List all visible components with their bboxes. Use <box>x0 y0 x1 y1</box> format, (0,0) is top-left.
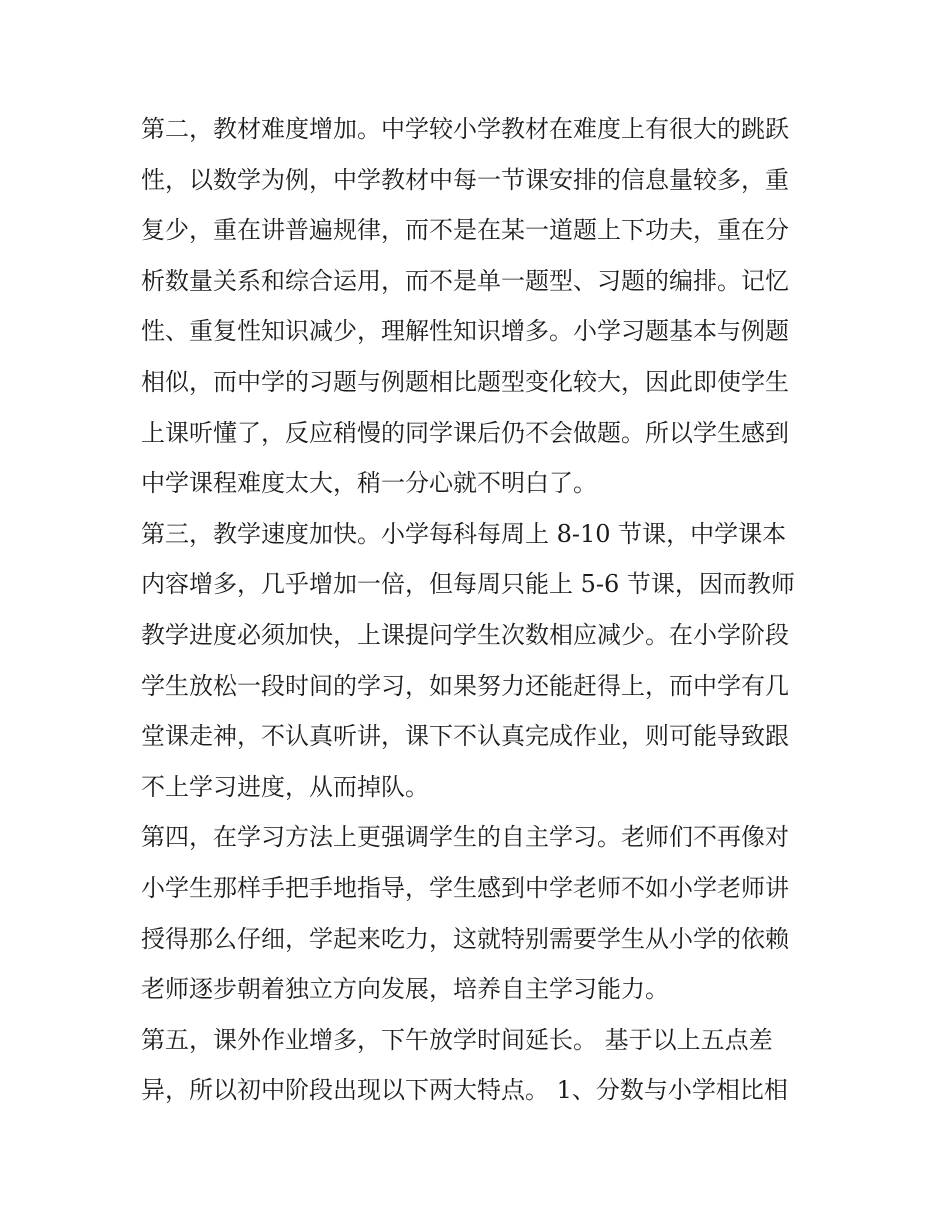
text-line: 授得那么仔细，学起来吃力，这就特别需要学生从小学的依赖 <box>141 924 789 953</box>
text-line: 上课听懂了，反应稍慢的同学课后仍不会做题。所以学生感到 <box>141 418 789 447</box>
text-line: 小学生那样手把手地指导，学生感到中学老师不如小学老师讲 <box>141 873 789 902</box>
text-line: 教学进度必须加快，上课提问学生次数相应减少。在小学阶段 <box>141 620 789 649</box>
text-line: 第三，教学速度加快。小学每科每周上 8-10 节课，中学课本 <box>141 519 787 548</box>
text-line: 第五，课外作业增多，下午放学时间延长。 基于以上五点差 <box>141 1025 773 1054</box>
text-line: 性，以数学为例，中学教材中每一节课安排的信息量较多，重 <box>141 165 789 194</box>
text-line: 复少，重在讲普遍规律，而不是在某一道题上下功夫，重在分 <box>141 216 789 245</box>
text-line: 不上学习进度，从而掉队。 <box>141 772 429 801</box>
text-line: 内容增多，几乎增加一倍，但每周只能上 5-6 节课，因而教师 <box>141 570 795 599</box>
text-line: 堂课走神，不认真听讲，课下不认真完成作业，则可能导致跟 <box>141 722 789 751</box>
text-line: 学生放松一段时间的学习，如果努力还能赶得上，而中学有几 <box>141 671 789 700</box>
text-line: 性、重复性知识减少，理解性知识增多。小学习题基本与例题 <box>141 317 789 346</box>
text-line: 第二，教材难度增加。中学较小学教材在难度上有很大的跳跃 <box>141 115 789 143</box>
text-line: 第四，在学习方法上更强调学生的自主学习。老师们不再像对 <box>141 823 789 852</box>
text-line: 异，所以初中阶段出现以下两大特点。 1、分数与小学相比相 <box>141 1076 788 1105</box>
text-line: 中学课程难度太大，稍一分心就不明白了。 <box>141 469 597 498</box>
text-line: 相似，而中学的习题与例题相比题型变化较大，因此即使学生 <box>141 367 789 396</box>
text-line: 老师逐步朝着独立方向发展，培养自主学习能力。 <box>141 975 669 1004</box>
document-page <box>141 107 813 1119</box>
text-line: 析数量关系和综合运用，而不是单一题型、习题的编排。记忆 <box>141 266 789 295</box>
